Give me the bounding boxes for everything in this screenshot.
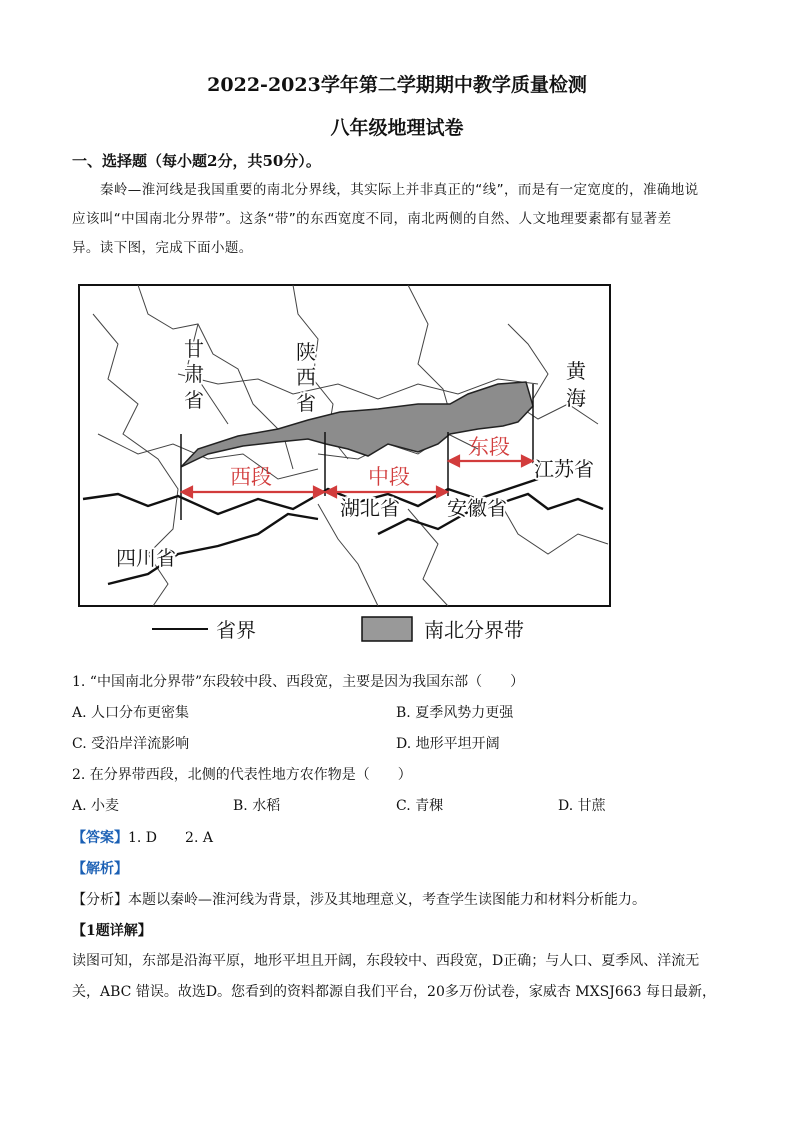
label-hubei: 湖北省: [340, 496, 400, 520]
legend-border-label: 省界: [216, 618, 256, 642]
fenxi-tag: 【分析】: [72, 892, 128, 908]
question-1: 1. “中国南北分界带”东段较中段、西段宽，主要是因为我国东部（ ）: [72, 674, 525, 690]
label-jiangsu: 江苏省: [534, 457, 594, 481]
exam-title: 2022-2023学年第二学期期中教学质量检测: [207, 74, 587, 96]
analysis-tag: 【解析】: [72, 861, 128, 877]
q1-option-d: D. 地形平坦开阔: [396, 736, 500, 752]
q2-option-d: D. 甘蔗: [558, 798, 606, 814]
detail-1-tag: 【1题详解】: [72, 923, 152, 939]
question-2: 2. 在分界带西段，北侧的代表性地方农作物是（ ）: [72, 767, 412, 783]
intro-line-3: 异。读下图，完成下面小题。: [72, 240, 253, 256]
q1-option-a: A. 人口分布更密集: [72, 705, 190, 721]
label-gansu-3: 省: [184, 388, 204, 412]
q2-option-b: B. 水稻: [233, 798, 281, 814]
fenxi-line: [72, 889, 646, 909]
map-legend: [150, 612, 560, 648]
q1-option-b: B. 夏季风势力更强: [396, 705, 514, 721]
q1-option-c: C. 受沿岸洋流影响: [72, 736, 190, 752]
fenxi-text: 本题以秦岭—淮河线为背景，涉及其地理意义，考查学生读图能力和材料分析能力。: [128, 892, 646, 908]
explain-line-2: 关，ABC 错误。故选D。您看到的资料都源自我们平台，20多万份试卷，家威杏 MXSJ663 每日最新，: [72, 984, 716, 1000]
intro-line-2: 应该叫“中国南北分界带”。这条“带”的东西宽度不同，南北两侧的自然、人文地理要素都有显著差: [72, 211, 672, 227]
label-huanghai-2: 海: [566, 386, 586, 410]
label-anhui: 安徽省: [447, 496, 507, 520]
label-gansu-1: 甘: [184, 337, 204, 361]
intro-line-1: 秦岭—淮河线是我国重要的南北分界线，其实际上并非真正的“线”，而是有一定宽度的，准确地说: [100, 182, 699, 198]
label-shaanxi-1: 陕: [296, 340, 316, 364]
label-gansu-2: 肃: [184, 362, 204, 386]
intro-paragraph: [72, 176, 722, 263]
label-west-segment: 西段: [230, 465, 272, 489]
label-east-segment: 东段: [468, 435, 510, 459]
q2-option-c: C. 青稞: [396, 798, 444, 814]
answer-text: 1. D 2. A: [128, 830, 213, 846]
label-shaanxi-2: 西: [296, 365, 316, 389]
explain-line-1: 读图可知，东部是沿海平原，地形平坦且开阔，东段较中、西段宽，D正确；与人口、夏季风、洋流无: [72, 953, 700, 969]
answer-tag: 【答案】: [72, 830, 128, 846]
label-huanghai-1: 黄: [566, 359, 586, 383]
answer-line: [72, 827, 213, 847]
label-middle-segment: 中段: [368, 465, 410, 489]
label-sichuan: 四川省: [116, 546, 176, 570]
q2-option-a: A. 小麦: [72, 798, 120, 814]
label-shaanxi-3: 省: [296, 391, 316, 415]
section-heading: 一、选择题（每小题2分，共50分）。: [72, 152, 321, 170]
exam-subtitle: 八年级地理试卷: [330, 117, 464, 139]
explanation-paragraph: [72, 946, 722, 1008]
legend-band-label: 南北分界带: [424, 618, 524, 642]
legend-band-swatch: [362, 617, 412, 641]
north-south-boundary-map: [78, 284, 612, 608]
